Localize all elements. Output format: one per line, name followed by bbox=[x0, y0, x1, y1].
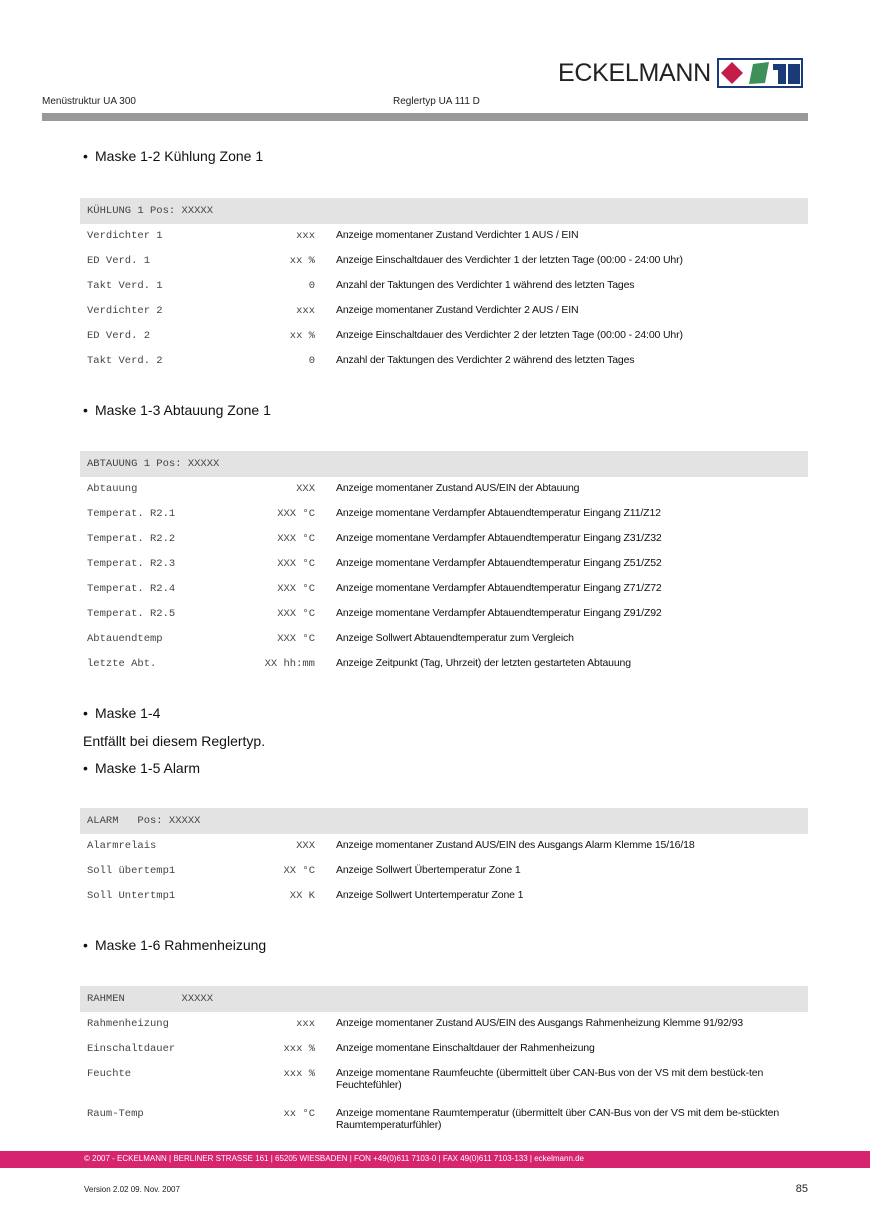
row-value: xxx % bbox=[283, 1068, 315, 1080]
row-name: Rahmenheizung bbox=[87, 1018, 169, 1030]
row-name: Soll Untertmp1 bbox=[87, 890, 176, 902]
row-name: Raum-Temp bbox=[87, 1108, 144, 1120]
row-desc: Anzahl der Taktungen des Verdichter 2 während des letzten Tages bbox=[336, 354, 635, 366]
row-value: xxx % bbox=[283, 1043, 315, 1055]
row-name: Feuchte bbox=[87, 1068, 132, 1080]
row-name: Abtauung bbox=[87, 483, 138, 495]
table-row bbox=[80, 834, 808, 859]
section-title-maske-1-2: • Maske 1-2 Kühlung Zone 1 bbox=[83, 148, 264, 164]
table-row bbox=[80, 602, 808, 627]
row-value: XX hh:mm bbox=[264, 658, 315, 670]
row-value: XXX °C bbox=[277, 608, 315, 620]
row-value: 0 bbox=[308, 280, 315, 292]
row-name: letzte Abt. bbox=[87, 658, 157, 670]
table-maske-1-3 bbox=[80, 451, 808, 677]
row-name: Temperat. R2.2 bbox=[87, 533, 176, 545]
row-desc: Anzeige momentane Raumtemperatur (übermittelt über CAN-Bus von der VS mit dem be-stückten Raumtemperaturfühler) bbox=[336, 1107, 780, 1131]
row-value: XXX °C bbox=[277, 508, 315, 520]
table-row bbox=[80, 859, 808, 884]
row-value: xx % bbox=[289, 255, 315, 267]
row-name: Temperat. R2.3 bbox=[87, 558, 176, 570]
section-title-maske-1-6: • Maske 1-6 Rahmenheizung bbox=[83, 937, 267, 953]
version-info: Version 2.02 09. Nov. 2007 bbox=[84, 1185, 180, 1194]
row-name: ED Verd. 2 bbox=[87, 330, 151, 342]
company-logo bbox=[558, 57, 803, 89]
table-maske-1-5 bbox=[80, 808, 808, 909]
table-row bbox=[80, 1037, 808, 1062]
table-row bbox=[80, 552, 808, 577]
row-name: Verdichter 2 bbox=[87, 305, 163, 317]
row-desc: Anzeige Sollwert Übertemperatur Zone 1 bbox=[336, 864, 521, 876]
table-row bbox=[80, 324, 808, 349]
row-name: Temperat. R2.4 bbox=[87, 583, 176, 595]
row-desc: Anzeige Einschaltdauer des Verdichter 2 der letzten Tage (00:00 - 24:00 Uhr) bbox=[336, 329, 683, 341]
header-center-title: Reglertyp UA 111 D bbox=[393, 96, 480, 107]
row-desc: Anzahl der Taktungen des Verdichter 1 während des letzten Tages bbox=[336, 279, 635, 291]
row-name: Soll übertemp1 bbox=[87, 865, 176, 877]
table-header: ABTAUUNG 1 Pos: XXXXX bbox=[80, 451, 808, 477]
row-value: XXX °C bbox=[277, 633, 315, 645]
table-row bbox=[80, 224, 808, 249]
row-desc: Anzeige momentaner Zustand Verdichter 1 AUS / EIN bbox=[336, 229, 579, 241]
table-row bbox=[80, 299, 808, 324]
row-value: XX K bbox=[289, 890, 315, 902]
row-name: Temperat. R2.1 bbox=[87, 508, 176, 520]
eckelmann-logo-icon bbox=[717, 58, 803, 88]
row-name: Abtauendtemp bbox=[87, 633, 163, 645]
row-name: Alarmrelais bbox=[87, 840, 157, 852]
row-desc: Anzeige momentane Verdampfer Abtauendtemperatur Eingang Z51/Z52 bbox=[336, 557, 662, 569]
table-row bbox=[80, 349, 808, 374]
row-value: XXX °C bbox=[277, 583, 315, 595]
row-name: Takt Verd. 2 bbox=[87, 355, 163, 367]
table-row bbox=[80, 502, 808, 527]
table-row bbox=[80, 1062, 808, 1102]
section-title-maske-1-4: • Maske 1-4 bbox=[83, 705, 161, 721]
row-desc: Anzeige momentane Verdampfer Abtauendtemperatur Eingang Z11/Z12 bbox=[336, 507, 661, 519]
table-row bbox=[80, 884, 808, 909]
row-desc: Anzeige momentane Verdampfer Abtauendtemperatur Eingang Z91/Z92 bbox=[336, 607, 662, 619]
table-row bbox=[80, 274, 808, 299]
row-desc: Anzeige momentane Verdampfer Abtauendtemperatur Eingang Z31/Z32 bbox=[336, 532, 662, 544]
header-left-title: Menüstruktur UA 300 bbox=[42, 96, 136, 107]
row-value: XXX °C bbox=[277, 533, 315, 545]
row-desc: Anzeige momentaner Zustand AUS/EIN des Ausgangs Rahmenheizung Klemme 91/92/93 bbox=[336, 1017, 743, 1029]
row-desc: Anzeige momentane Raumfeuchte (übermittelt über CAN-Bus von der VS mit dem bestück-ten Feuchtefühler) bbox=[336, 1067, 764, 1091]
table-row bbox=[80, 1012, 808, 1037]
row-desc: Anzeige Sollwert Abtauendtemperatur zum Vergleich bbox=[336, 632, 574, 644]
footer-bar bbox=[0, 1151, 870, 1168]
row-value: xx °C bbox=[283, 1108, 315, 1120]
row-name: Verdichter 1 bbox=[87, 230, 163, 242]
row-desc: Anzeige momentaner Zustand AUS/EIN des Ausgangs Alarm Klemme 15/16/18 bbox=[336, 839, 695, 851]
header-divider-bar bbox=[42, 113, 808, 121]
table-maske-1-2 bbox=[80, 198, 808, 374]
table-row bbox=[80, 249, 808, 274]
table-row bbox=[80, 527, 808, 552]
table-row bbox=[80, 652, 808, 677]
table-header: RAHMEN XXXXX bbox=[80, 986, 808, 1012]
table-maske-1-6 bbox=[80, 986, 808, 1138]
row-value: xxx bbox=[296, 1018, 315, 1030]
row-desc: Anzeige Sollwert Untertemperatur Zone 1 bbox=[336, 889, 524, 901]
row-name: Takt Verd. 1 bbox=[87, 280, 163, 292]
footer-contact: © 2007 - ECKELMANN | BERLINER STRASSE 161 | 65205 WIESBADEN | FON +49(0)611 7103-0 | FAX 49(0)611 7103-133 | eckelmann.de bbox=[84, 1154, 585, 1163]
page-number: 85 bbox=[795, 1183, 808, 1195]
row-value: xxx bbox=[296, 230, 315, 242]
table-row bbox=[80, 1102, 808, 1138]
row-desc: Anzeige Zeitpunkt (Tag, Uhrzeit) der letzten gestarteten Abtauung bbox=[336, 657, 631, 669]
row-value: xxx bbox=[296, 305, 315, 317]
row-name: Einschaltdauer bbox=[87, 1043, 176, 1055]
row-value: 0 bbox=[308, 355, 315, 367]
row-value: XX °C bbox=[283, 865, 315, 877]
table-row bbox=[80, 627, 808, 652]
table-header: KÜHLUNG 1 Pos: XXXXX bbox=[80, 198, 808, 224]
row-value: XXX bbox=[296, 840, 315, 852]
row-desc: Anzeige momentane Verdampfer Abtauendtemperatur Eingang Z71/Z72 bbox=[336, 582, 662, 594]
row-desc: Anzeige Einschaltdauer des Verdichter 1 der letzten Tage (00:00 - 24:00 Uhr) bbox=[336, 254, 683, 266]
row-value: XXX bbox=[296, 483, 315, 495]
section-title-maske-1-5: • Maske 1-5 Alarm bbox=[83, 760, 201, 776]
row-value: XXX °C bbox=[277, 558, 315, 570]
table-row bbox=[80, 477, 808, 502]
logo-text: ECKELMANN bbox=[558, 58, 711, 87]
table-header: ALARM Pos: XXXXX bbox=[80, 808, 808, 834]
row-name: ED Verd. 1 bbox=[87, 255, 151, 267]
row-desc: Anzeige momentane Einschaltdauer der Rahmenheizung bbox=[336, 1042, 595, 1054]
section-note-maske-1-4: Entfällt bei diesem Reglertyp. bbox=[83, 733, 266, 749]
row-name: Temperat. R2.5 bbox=[87, 608, 176, 620]
row-value: xx % bbox=[289, 330, 315, 342]
section-title-maske-1-3: • Maske 1-3 Abtauung Zone 1 bbox=[83, 402, 271, 418]
table-row bbox=[80, 577, 808, 602]
row-desc: Anzeige momentaner Zustand AUS/EIN der Abtauung bbox=[336, 482, 580, 494]
row-desc: Anzeige momentaner Zustand Verdichter 2 AUS / EIN bbox=[336, 304, 579, 316]
